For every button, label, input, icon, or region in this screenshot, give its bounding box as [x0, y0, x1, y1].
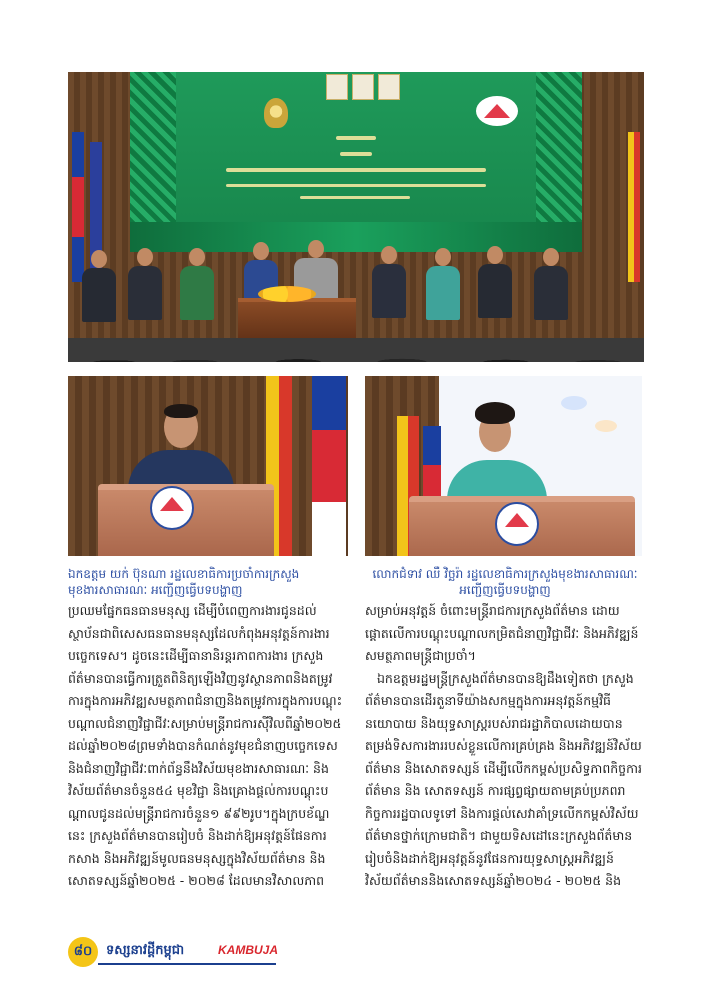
text-line: ព័ត៌មានបានធ្វើការត្រួតពិនិត្យឡើងវិញនូវស្ថានភាពនិងតម្រូវ: [68, 670, 333, 686]
text-line: កិច្ចការរដ្ឋបាលទូទៅ និងការផ្ដល់សេវាគាំទ្រលើកកម្ពស់វិស័យ: [365, 805, 639, 821]
text-line: ប្រឈមផ្នែកធនធានមនុស្ស ដើម្បីបំពេញការងារជូនដល់: [68, 603, 317, 618]
speaker-left-photo: [68, 376, 348, 556]
ministry-logo-icon: [150, 486, 194, 530]
text-line: នេះ ក្រសួងព័ត៌មានបានរៀបចំ និងដាក់ឱ្យអនុវត្តន៍ផែនការ: [68, 828, 327, 843]
text-line: កសាង និងអភិវឌ្ឍន៍មូលធនមនុស្សក្នុងវិស័យព័ត៌មាន និង: [68, 850, 326, 866]
speaker-right-photo: [365, 376, 642, 556]
text-line: ដល់ឆ្នាំ២០២៨ព្រមទាំងបានកំណត់នូវមុខជំនាញបច្ចេកទេស: [68, 738, 338, 753]
text-line: ព័ត៌មានបានដើរតួនាទីយ៉ាងសកម្មក្នុងការអនុវត្តន៍កម្មវិធី: [365, 693, 611, 708]
text-line: បណ្ដាលជំនាញវិជ្ជាជីវៈសម្រាប់មន្ត្រីរាជការស៊ីវិលពីឆ្នាំ២០២៥: [68, 715, 342, 731]
audience: [68, 318, 644, 362]
page-footer: [68, 937, 278, 967]
ministry-logo-icon: [495, 502, 539, 546]
text-line: ឯកឧត្តមរដ្ឋមន្ត្រីក្រសួងព័ត៌មានបានឱ្យដឹងទៀតថា ក្រសួង: [377, 670, 634, 686]
magazine-brand: KAMBUJA: [218, 943, 278, 957]
royal-portraits: [326, 74, 400, 100]
page-number-badge: ៨០: [68, 937, 98, 967]
text-line: តម្រង់ទិសការងាររបស់ខ្លួនលើការគ្រប់គ្រង និងអភិវឌ្ឍន៍វិស័យ: [365, 738, 642, 753]
text-line: រៀបចំនិងដាក់ឱ្យអនុវត្តន៍នូវផែនការយុទ្ធសាស្ត្រអភិវឌ្ឍន៍: [365, 850, 614, 866]
text-line: ការក្នុងការអភិវឌ្ឍសមត្ថភាពជំនាញនិងតម្រូវការក្នុងការបណ្ដុះ: [68, 693, 343, 708]
text-line: សោតទស្សន៍ឆ្នាំ២០២៥ - ២០២៨ ដែលមានវិសាលភាព: [68, 873, 325, 888]
photo-caption-right: លោកជំទាវ ឈឺ វិច្ឆរ៉ា រដ្ឋលេខាធិការក្រសួងមុខងារសាធារណៈ អញ្ជើញធ្វើបទបង្ហាញ: [372, 567, 638, 597]
text-line: សម្រាប់អនុវត្តន៍ ចំពោះមន្ត្រីរាជការក្រសួងព័ត៌មាន ដោយ: [365, 603, 620, 618]
text-line: វិស័យព័ត៌មានចំនួន៥៤ មុខវិជ្ជា និងគ្រោងផ្ដល់ការបណ្ដុះប: [68, 783, 329, 798]
footer-underline: [98, 963, 276, 965]
magazine-name: ទស្សនាវដ្ដីកម្ពុជា: [106, 943, 185, 958]
text-line: បច្ចេកទេស។ ដូចនេះដើម្បីធានានិរន្តរភាពការងារ ក្រសួង: [68, 648, 324, 663]
text-line: និងជំនាញវិជ្ជាជីវៈពាក់ព័ន្ធនឹងវិស័យមុខងារសាធារណៈ និង: [68, 760, 329, 776]
stage-backdrop-screen: [130, 72, 582, 252]
text-line: ព័ត៌មាន និងសោតទស្សន៍ ដើម្បីលើកកម្ពស់ប្រសិទ្ធភាពកិច្ចការ: [365, 760, 642, 776]
event-stage-photo: [68, 72, 644, 362]
flower-arrangement: [258, 286, 316, 302]
text-line: សមត្ថភាពមន្ត្រីជាប្រចាំ។: [365, 648, 476, 663]
text-line: ណ្ដាលជូនដល់មន្ត្រីរាជការចំនួន១ ៩៩២រូប។ក្នុងក្របខ័ណ្ឌ: [68, 805, 330, 821]
text-line: ស្ថាប័នជាពិសេសធនធានមនុស្សដែលកំពុងអនុវត្តន៍ការងារ: [68, 625, 330, 641]
ministry-of-information-logo-icon: [476, 96, 518, 126]
ministry-emblem-icon: [264, 98, 288, 128]
photo-caption-left: ឯកឧត្ដម យក់ ប៊ុនណា រដ្ឋលេខាធិការប្រចាំការក្រសួងមុខងារសាធារណៈ អញ្ជើញធ្វើបទបង្ហាញ: [68, 567, 300, 597]
text-line: ព័ត៌មានថ្នាក់ក្រោមជាតិ។ ជាមួយទិសដៅនេះក្រសួងព័ត៌មាន: [365, 828, 633, 843]
text-line: វិស័យព័ត៌មាននិងសោតទស្សន៍ឆ្នាំ២០២៤ - ២០២៥ និង: [365, 873, 622, 888]
text-line: ផ្ដោតលើការបណ្ដុះបណ្ដាលកម្រិតជំនាញវិជ្ជាជីវៈ និងអភិវឌ្ឍន៍: [365, 625, 639, 641]
text-line: នយោបាយ និងយុទ្ធសាស្ត្ររបស់រាជរដ្ឋាភិបាលដោយបាន: [365, 715, 623, 731]
body-text-right-column: [365, 600, 645, 893]
body-text-left-column: [68, 600, 350, 893]
text-line: ព័ត៌មាន និង សោតទស្សន៍ ការផ្សព្វផ្សាយតាមគ្រប់ប្រភពរា: [365, 783, 626, 798]
